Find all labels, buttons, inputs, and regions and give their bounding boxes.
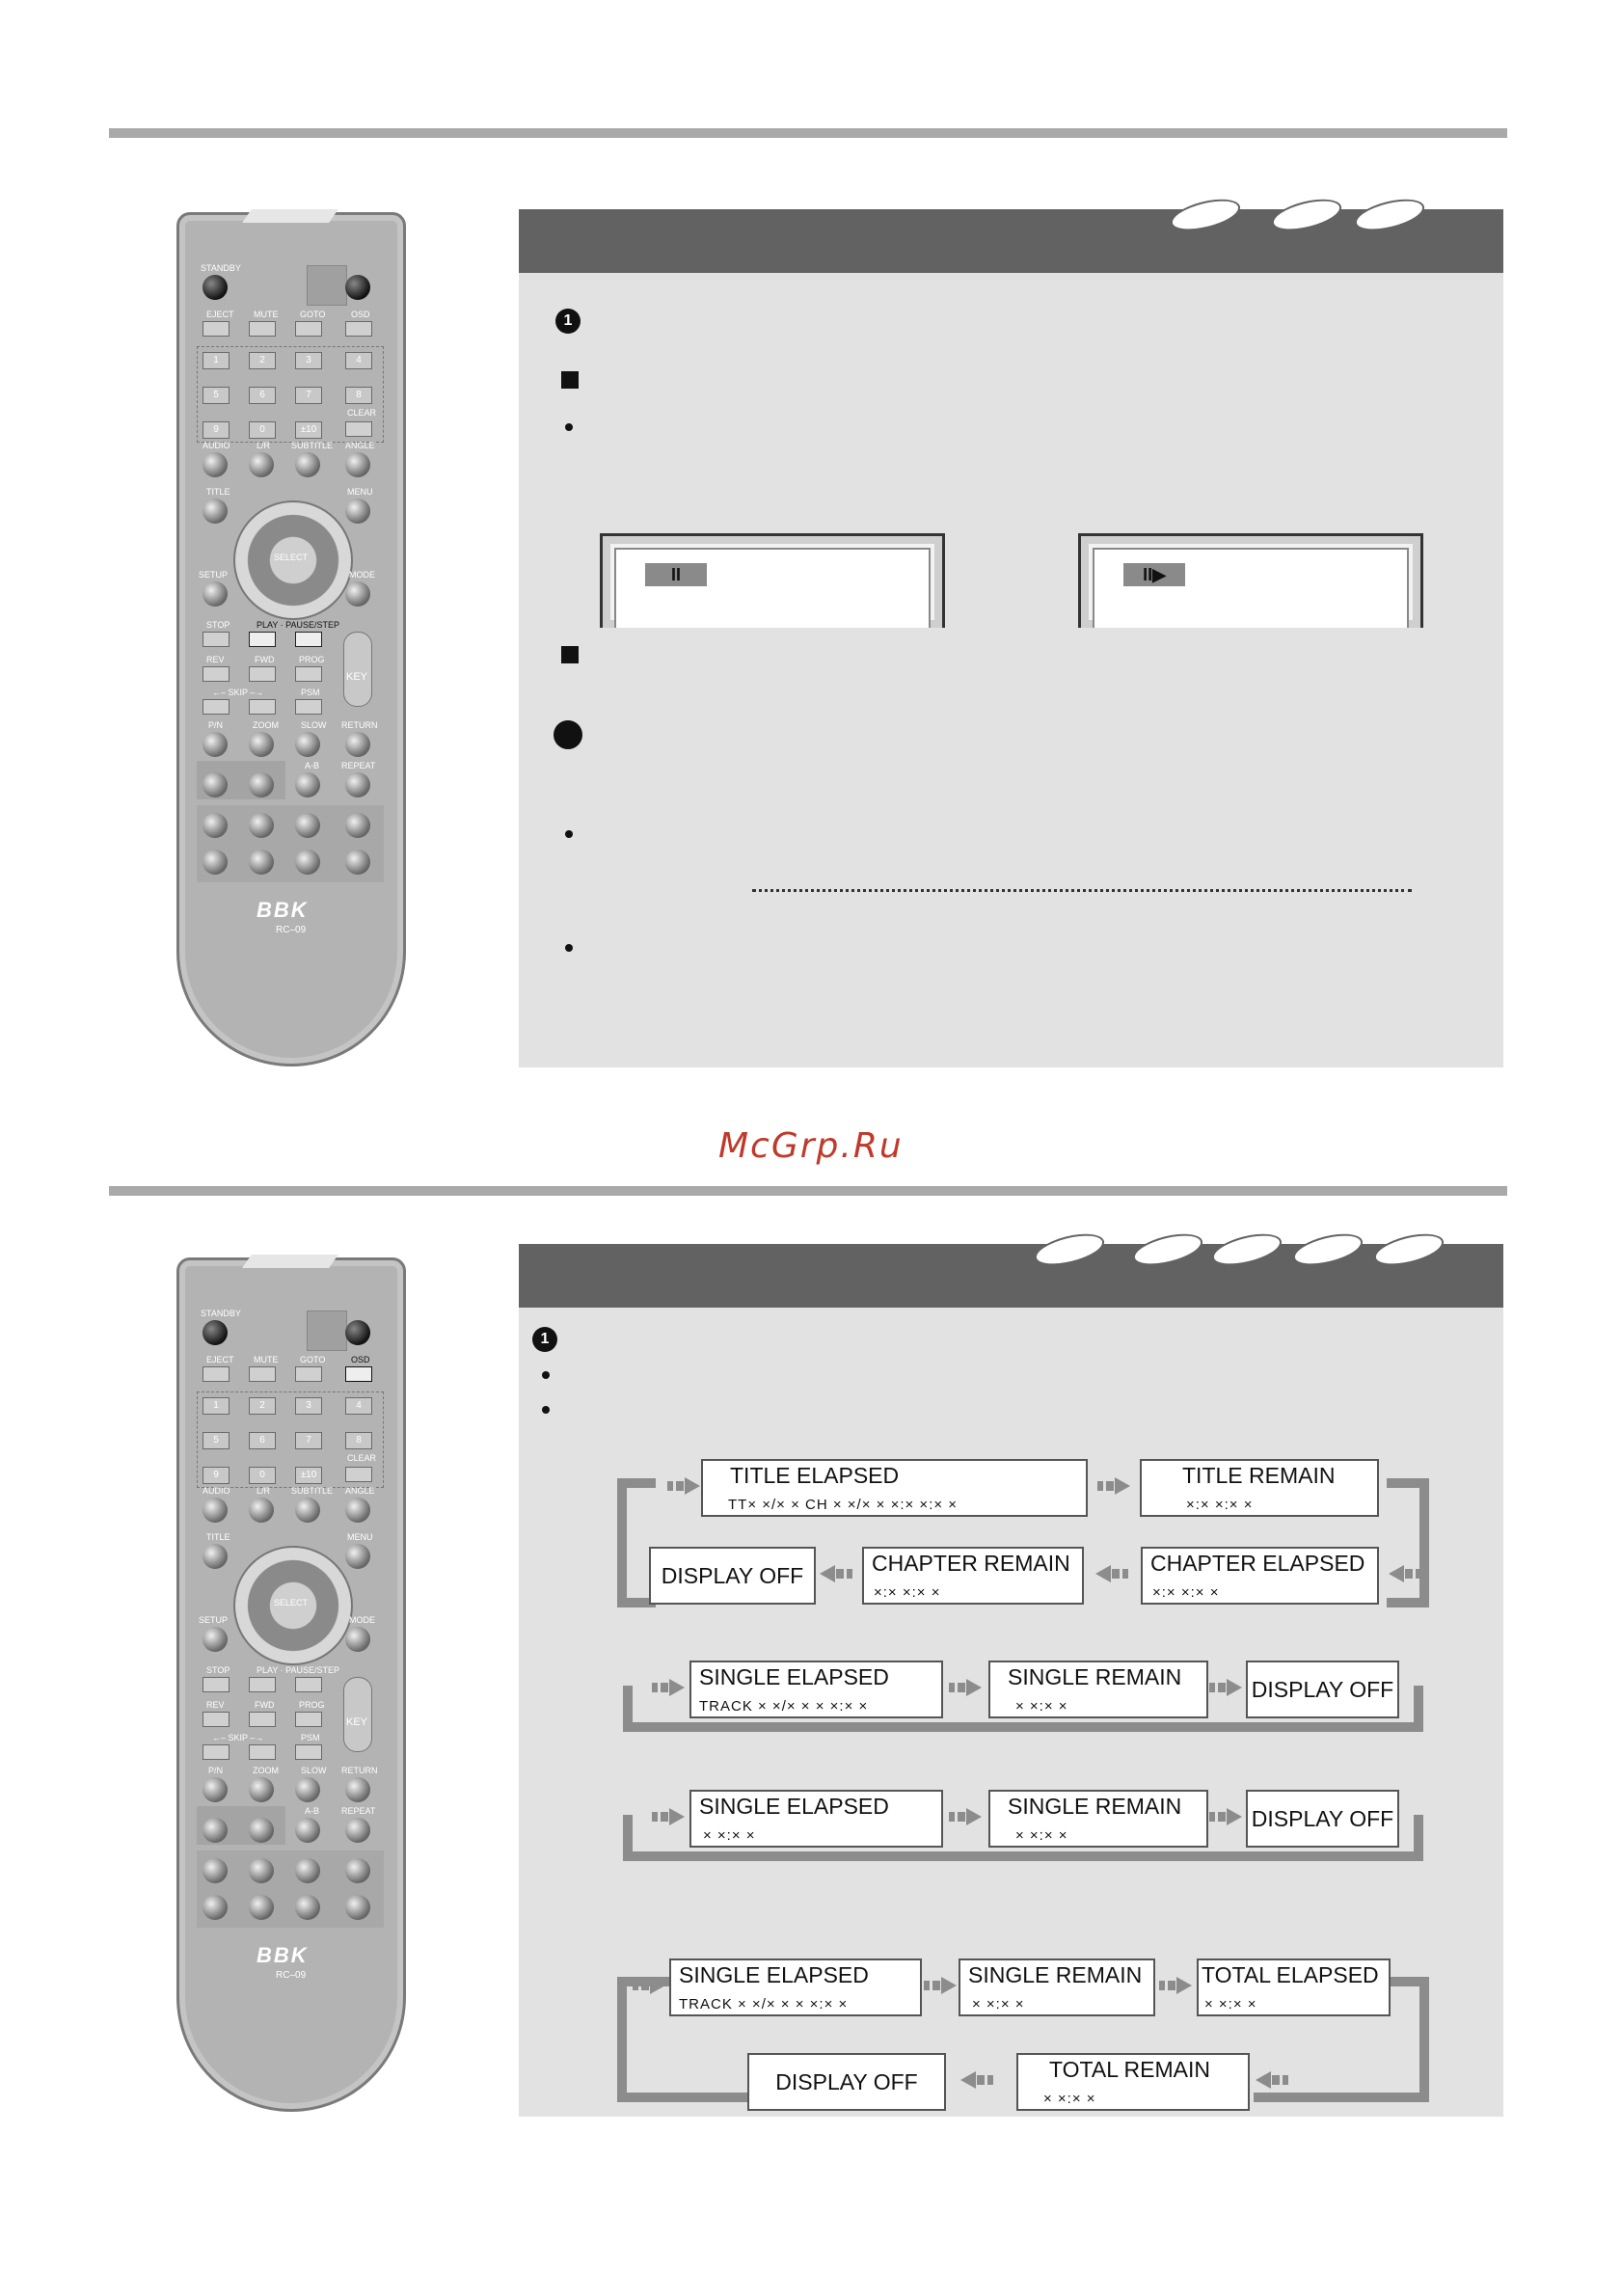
skip-label: ←– SKIP –→: [212, 688, 264, 697]
fwd-label: FWD: [255, 655, 275, 664]
pause-step-panel: [519, 209, 1503, 1067]
round-bullet-icon: [565, 423, 573, 431]
angle-label: ANGLE: [345, 441, 375, 450]
pause-screen: [600, 533, 945, 628]
osd-label: OSD: [351, 310, 370, 319]
function-button-1[interactable]: [203, 772, 228, 797]
goto-button[interactable]: [295, 1366, 322, 1382]
disc-icon-3: [1209, 1228, 1285, 1271]
function-button-1[interactable]: [203, 1818, 228, 1843]
extra-button-8[interactable]: [345, 1895, 370, 1920]
menu-button[interactable]: [345, 1544, 370, 1569]
digit-7-button[interactable]: 7: [295, 387, 322, 404]
pause-step-button[interactable]: [295, 632, 322, 647]
square-bullet-icon: [561, 646, 579, 663]
audio-label: AUDIO: [203, 1486, 230, 1496]
slow-label: SLOW: [301, 1766, 327, 1775]
play-pause-step-label: PLAY · PAUSE/STEP: [257, 1665, 340, 1675]
top-rule: [109, 128, 1507, 138]
goto-label: GOTO: [300, 1355, 326, 1364]
prog-label: PROG: [299, 1700, 325, 1710]
pn-button[interactable]: [203, 732, 228, 757]
cd-single-elapsed-label: SINGLE ELAPSED: [679, 1962, 869, 1987]
title-label: TITLE: [206, 487, 230, 497]
digit-5-button[interactable]: 5: [203, 1432, 230, 1449]
navigation-pad[interactable]: [233, 500, 353, 620]
bbk-logo: BBK: [257, 1943, 309, 1967]
digit-plus10-button[interactable]: ±10: [295, 1467, 322, 1484]
disc-icon-4: [1290, 1228, 1366, 1271]
pause-screen-inner: [614, 548, 931, 628]
mp3-display-off-label: DISPLAY OFF: [1251, 1805, 1394, 1831]
dvd-title-elapsed-box: [701, 1459, 1088, 1517]
select-label: SELECT: [274, 1598, 309, 1607]
title-button[interactable]: [203, 499, 228, 524]
audio-label: AUDIO: [203, 441, 230, 450]
repeat-label: REPEAT: [341, 1806, 376, 1816]
remote-control-bottom: [176, 1257, 406, 2112]
arrow-right-icon: [949, 1679, 982, 1696]
round-bullet-icon: [542, 1371, 550, 1379]
eject-label: EJECT: [206, 1355, 234, 1364]
digit-9-button[interactable]: 9: [203, 421, 230, 439]
skip-forward-button[interactable]: [249, 1744, 276, 1760]
mute-label: MUTE: [254, 310, 279, 319]
dvd-chapter-elapsed-value: ×:× ×:× ×: [1152, 1584, 1220, 1601]
play-button[interactable]: [249, 632, 276, 647]
arrow-right-icon: [633, 1977, 665, 1994]
digit-0-button[interactable]: 0: [249, 1467, 276, 1484]
stop-label: STOP: [206, 1665, 230, 1675]
stop-label: STOP: [206, 620, 230, 630]
digit-plus10-button[interactable]: ±10: [295, 421, 322, 439]
extra-button-1[interactable]: [203, 1858, 228, 1883]
key-label: KEY: [346, 671, 368, 683]
mp3-single-elapsed-box: [689, 1790, 943, 1848]
disc-icon-3: [1352, 193, 1428, 236]
rev-button[interactable]: [203, 1712, 230, 1727]
pause-step-header: [519, 209, 1503, 273]
return-label: RETURN: [341, 1766, 378, 1775]
dvd-title-elapsed-label: TITLE ELAPSED: [730, 1463, 900, 1488]
extra-button-6[interactable]: [249, 1895, 274, 1920]
digit-8-button[interactable]: 8: [345, 1432, 372, 1449]
setup-label: SETUP: [199, 1615, 229, 1625]
vcd-single-elapsed-label: SINGLE ELAPSED: [699, 1664, 889, 1689]
title-label: TITLE: [206, 1532, 230, 1542]
mode-label: MODE: [349, 1615, 375, 1625]
dvd-title-elapsed-value: TT× ×/× × CH × ×/× × ×:× ×:× ×: [728, 1497, 959, 1513]
rev-label: REV: [206, 655, 225, 664]
ab-button[interactable]: [295, 1818, 320, 1843]
cd-single-elapsed-box: [669, 1958, 922, 2016]
osd-button[interactable]: [345, 1366, 372, 1382]
fwd-button[interactable]: [249, 1712, 276, 1727]
angle-button[interactable]: [345, 452, 370, 477]
digit-5-button[interactable]: 5: [203, 387, 230, 404]
vcd-single-elapsed-box: [689, 1661, 943, 1718]
arrow-left-icon: [1389, 1565, 1421, 1582]
rev-button[interactable]: [203, 666, 230, 682]
dvd-title-remain-box: [1140, 1459, 1379, 1517]
slow-button[interactable]: [295, 1777, 320, 1802]
mute-label: MUTE: [254, 1355, 279, 1364]
arrow-right-icon: [667, 1477, 700, 1495]
skip-back-button[interactable]: [203, 699, 230, 715]
remote-model-label: RC–09: [276, 925, 307, 935]
mp3-single-remain-value: × ×:× ×: [1015, 1827, 1068, 1844]
psm-button[interactable]: [295, 699, 322, 715]
subtitle-label: SUBTITLE: [291, 441, 334, 450]
vcd-display-off-box: [1246, 1661, 1399, 1718]
cd-total-elapsed-value: × ×:× ×: [1204, 1996, 1257, 2012]
extra-button-2[interactable]: [249, 813, 274, 838]
extra-button-3[interactable]: [295, 1858, 320, 1883]
menu-button[interactable]: [345, 499, 370, 524]
cd-display-off-box: [747, 2053, 946, 2111]
digit-8-button[interactable]: 8: [345, 387, 372, 404]
setup-label: SETUP: [199, 570, 229, 580]
menu-label: MENU: [347, 487, 373, 497]
lr-button[interactable]: [249, 452, 274, 477]
extra-button-7[interactable]: [295, 850, 320, 875]
step-one-icon: 1: [532, 1327, 557, 1352]
standby-button[interactable]: [203, 1320, 228, 1345]
goto-button[interactable]: [295, 321, 322, 337]
digit-4-button[interactable]: 4: [345, 352, 372, 369]
digit-9-button[interactable]: 9: [203, 1467, 230, 1484]
ab-button[interactable]: [295, 772, 320, 797]
slow-label: SLOW: [301, 720, 327, 730]
digit-3-button[interactable]: 3: [295, 1397, 322, 1415]
digit-2-button[interactable]: 2: [249, 352, 276, 369]
mp3-display-off-box: [1246, 1790, 1399, 1848]
ab-label: A-B: [305, 1806, 320, 1816]
watermark: McGrp.Ru: [718, 1126, 904, 1166]
open-close-button[interactable]: [345, 275, 370, 300]
round-bullet-icon: [565, 830, 573, 838]
round-bullet-icon: [542, 1406, 550, 1414]
title-button[interactable]: [203, 1544, 228, 1569]
dvd-loop-right: [1387, 1478, 1429, 1607]
arrow-right-icon: [1209, 1679, 1242, 1696]
ab-label: A-B: [305, 761, 320, 770]
vcd-single-remain-value: × ×:× ×: [1015, 1698, 1068, 1715]
digit-7-button[interactable]: 7: [295, 1432, 322, 1449]
arrow-left-icon: [1095, 1565, 1128, 1582]
setup-button[interactable]: [203, 581, 228, 607]
lr-label: L/R: [257, 1486, 271, 1496]
bbk-logo: BBK: [257, 898, 309, 922]
angle-button[interactable]: [345, 1498, 370, 1523]
extra-button-4[interactable]: [345, 813, 370, 838]
cd-total-remain-box: [1016, 2053, 1250, 2111]
mp3-single-elapsed-label: SINGLE ELAPSED: [699, 1794, 889, 1819]
zoom-label: ZOOM: [253, 1766, 279, 1775]
key-button[interactable]: [343, 1677, 372, 1752]
fwd-button[interactable]: [249, 666, 276, 682]
cd-display-off-label: DISPLAY OFF: [775, 2068, 918, 2094]
bottom-rule: [109, 1186, 1507, 1196]
pause-icon: II: [645, 563, 707, 586]
dvd-chapter-elapsed-label: CHAPTER ELAPSED: [1150, 1551, 1365, 1576]
mute-button[interactable]: [249, 321, 276, 337]
osd-button[interactable]: [345, 321, 372, 337]
clear-label: CLEAR: [347, 1453, 377, 1463]
eject-button[interactable]: [203, 321, 230, 337]
function-button-2[interactable]: [249, 772, 274, 797]
digit-2-button[interactable]: 2: [249, 1397, 276, 1415]
remote-control-top: [176, 212, 406, 1067]
dvd-chapter-elapsed-box: [1141, 1547, 1379, 1605]
vcd-single-remain-box: [988, 1661, 1208, 1718]
mode-button[interactable]: [345, 581, 370, 607]
arrow-right-icon: [652, 1808, 685, 1825]
prog-button[interactable]: [295, 666, 322, 682]
mute-button[interactable]: [249, 1366, 276, 1382]
key-label: KEY: [346, 1716, 368, 1728]
vcd-single-remain-label: SINGLE REMAIN: [1008, 1664, 1182, 1689]
mp3-single-remain-box: [988, 1790, 1208, 1848]
extra-button-5[interactable]: [203, 850, 228, 875]
return-button[interactable]: [345, 1777, 370, 1802]
digit-3-button[interactable]: 3: [295, 352, 322, 369]
eject-button[interactable]: [203, 1366, 230, 1382]
cd-single-remain-label: SINGLE REMAIN: [968, 1962, 1143, 1987]
standby-label: STANDBY: [201, 1309, 241, 1318]
psm-button[interactable]: [295, 1744, 322, 1760]
clear-button[interactable]: [345, 1467, 372, 1482]
pn-label: P/N: [208, 1766, 224, 1775]
skip-back-button[interactable]: [203, 1744, 230, 1760]
remote-model-label: RC–09: [276, 1970, 307, 1981]
open-close-button[interactable]: [345, 1320, 370, 1345]
psm-label: PSM: [301, 688, 320, 697]
arrow-left-icon: [960, 2071, 993, 2089]
digit-6-button[interactable]: 6: [249, 1432, 276, 1449]
psm-label: PSM: [301, 1733, 320, 1742]
dvd-chapter-remain-label: CHAPTER REMAIN: [872, 1551, 1070, 1576]
goto-label: GOTO: [300, 310, 326, 319]
zoom-label: ZOOM: [253, 720, 279, 730]
subtitle-button[interactable]: [295, 1498, 320, 1523]
extra-button-6[interactable]: [249, 850, 274, 875]
eject-label: EJECT: [206, 310, 234, 319]
round-bullet-icon: [565, 944, 573, 952]
step-two-icon: [554, 720, 582, 749]
extra-button-4[interactable]: [345, 1858, 370, 1883]
extra-button-8[interactable]: [345, 850, 370, 875]
osd-label: OSD: [351, 1355, 370, 1364]
mp3-single-remain-label: SINGLE REMAIN: [1008, 1794, 1182, 1819]
arrow-left-icon: [1256, 2071, 1288, 2089]
subtitle-button[interactable]: [295, 452, 320, 477]
digit-4-button[interactable]: 4: [345, 1397, 372, 1415]
zoom-button[interactable]: [249, 732, 274, 757]
clear-button[interactable]: [345, 421, 372, 437]
dotted-leader-line: [752, 889, 1412, 892]
slow-button[interactable]: [295, 732, 320, 757]
remote-ir-window: [242, 1255, 338, 1268]
key-button[interactable]: [343, 632, 372, 707]
arrow-right-icon: [1209, 1808, 1242, 1825]
pn-button[interactable]: [203, 1777, 228, 1802]
cd-total-remain-value: × ×:× ×: [1043, 2091, 1096, 2107]
lr-button[interactable]: [249, 1498, 274, 1523]
cd-single-remain-box: [959, 1958, 1155, 2016]
cd-total-remain-label: TOTAL REMAIN: [1049, 2057, 1210, 2082]
lr-label: L/R: [257, 441, 271, 450]
prog-label: PROG: [299, 655, 325, 664]
arrow-right-icon: [924, 1977, 957, 1994]
display-info-header: [519, 1244, 1503, 1308]
play-button[interactable]: [249, 1677, 276, 1692]
fwd-label: FWD: [255, 1700, 275, 1710]
menu-label: MENU: [347, 1532, 373, 1542]
stop-button[interactable]: [203, 1677, 230, 1692]
arrow-right-icon: [1159, 1977, 1192, 1994]
repeat-button[interactable]: [345, 1818, 370, 1843]
arrow-right-icon: [1097, 1477, 1130, 1495]
disc-icon-2: [1130, 1228, 1206, 1271]
angle-label: ANGLE: [345, 1486, 375, 1496]
disc-icon-1: [1168, 193, 1244, 236]
step-icon: II▶: [1123, 563, 1185, 586]
dvd-display-off-box: [649, 1547, 816, 1605]
dvd-title-remain-value: ×:× ×:× ×: [1186, 1497, 1254, 1513]
digit-6-button[interactable]: 6: [249, 387, 276, 404]
dvd-title-remain-label: TITLE REMAIN: [1182, 1463, 1336, 1488]
clear-label: CLEAR: [347, 408, 377, 418]
extra-button-1[interactable]: [203, 813, 228, 838]
select-label: SELECT: [274, 553, 309, 562]
pn-label: P/N: [208, 720, 224, 730]
zoom-button[interactable]: [249, 1777, 274, 1802]
repeat-label: REPEAT: [341, 761, 376, 770]
remote-ir-window: [242, 209, 338, 223]
disc-icon-5: [1371, 1228, 1447, 1271]
skip-label: ←– SKIP –→: [212, 1733, 264, 1742]
return-label: RETURN: [341, 720, 378, 730]
mode-button[interactable]: [345, 1627, 370, 1652]
arrow-left-icon: [820, 1565, 852, 1582]
extra-button-2[interactable]: [249, 1858, 274, 1883]
cd-total-elapsed-label: TOTAL ELAPSED: [1202, 1962, 1379, 1987]
arrow-right-icon: [949, 1808, 982, 1825]
cd-single-elapsed-value: TRACK × ×/× × × ×:× ×: [679, 1996, 849, 2012]
step-screen-inner: [1093, 548, 1409, 628]
pause-step-button[interactable]: [295, 1677, 322, 1692]
disc-icon-1: [1032, 1228, 1108, 1271]
vcd-display-off-label: DISPLAY OFF: [1251, 1676, 1394, 1702]
cd-total-elapsed-box: [1197, 1958, 1391, 2016]
play-pause-step-label: PLAY · PAUSE/STEP: [257, 620, 340, 630]
standby-label: STANDBY: [201, 263, 241, 273]
cd-single-remain-value: × ×:× ×: [972, 1996, 1025, 2012]
disc-icon-2: [1269, 193, 1345, 236]
repeat-button[interactable]: [345, 772, 370, 797]
audio-button[interactable]: [203, 452, 228, 477]
setup-button[interactable]: [203, 1627, 228, 1652]
standby-button[interactable]: [203, 275, 228, 300]
subtitle-label: SUBTITLE: [291, 1486, 334, 1496]
digit-1-button[interactable]: 1: [203, 1397, 230, 1415]
step-one-icon: 1: [555, 309, 581, 334]
remote-display-window: [307, 265, 347, 306]
dvd-chapter-remain-box: [862, 1547, 1084, 1605]
function-button-2[interactable]: [249, 1818, 274, 1843]
digit-1-button[interactable]: 1: [203, 352, 230, 369]
navigation-pad[interactable]: [233, 1546, 353, 1665]
mode-label: MODE: [349, 570, 375, 580]
mp3-single-elapsed-value: × ×:× ×: [703, 1827, 756, 1844]
extra-button-3[interactable]: [295, 813, 320, 838]
square-bullet-icon: [561, 371, 579, 389]
dvd-display-off-label: DISPLAY OFF: [661, 1562, 804, 1588]
return-button[interactable]: [345, 732, 370, 757]
digit-0-button[interactable]: 0: [249, 421, 276, 439]
remote-display-window: [307, 1310, 347, 1351]
extra-button-7[interactable]: [295, 1895, 320, 1920]
vcd-single-elapsed-value: TRACK × ×/× × × ×:× ×: [699, 1698, 869, 1715]
skip-forward-button[interactable]: [249, 699, 276, 715]
stop-button[interactable]: [203, 632, 230, 647]
audio-button[interactable]: [203, 1498, 228, 1523]
rev-label: REV: [206, 1700, 225, 1710]
arrow-right-icon: [652, 1679, 685, 1696]
prog-button[interactable]: [295, 1712, 322, 1727]
dvd-chapter-remain-value: ×:× ×:× ×: [874, 1584, 941, 1601]
extra-button-5[interactable]: [203, 1895, 228, 1920]
step-screen: [1078, 533, 1423, 628]
